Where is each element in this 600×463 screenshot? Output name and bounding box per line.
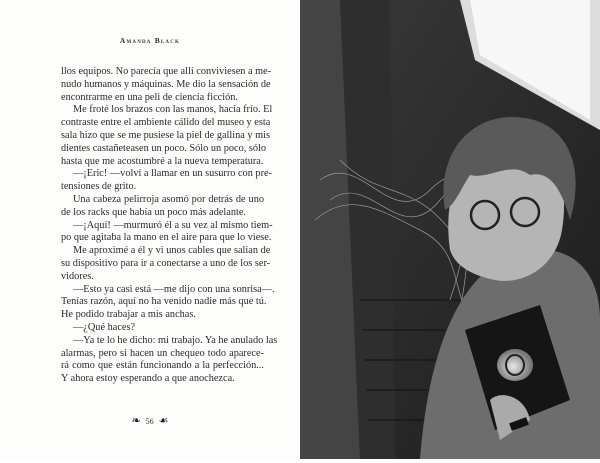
text-line: —¡Aquí! —murmuró él a su vez al mismo tiem- bbox=[73, 219, 273, 231]
text-line: hasta que me acostumbré a la nueva temperatura. bbox=[61, 155, 264, 167]
ornament-left-icon: ❧ bbox=[131, 415, 141, 427]
text-line: su dispositivo para ir a conectarse a uno de los ser- bbox=[61, 257, 271, 269]
tablet-logo-icon bbox=[497, 349, 533, 381]
text-line: encontrarme en una peli de ciencia ficción. bbox=[61, 91, 238, 103]
text-line: Me froté los brazos con las manos, hacía frío. El bbox=[73, 104, 273, 116]
text-line: Y ahora estoy esperando a que anochezca. bbox=[61, 373, 235, 385]
text-line: dientes castañeteasen un poco. Sólo un poco, sólo bbox=[61, 142, 267, 154]
text-line: Una cabeza pelirroja asomó por detrás de uno bbox=[73, 193, 264, 205]
text-line: —Esto ya casi está —me dijo con una sonrisa—. bbox=[73, 283, 275, 295]
text-line: po que agitaba la mano en el aire para que lo viese. bbox=[61, 232, 272, 244]
page-footer bbox=[0, 414, 300, 427]
text-line: rá como que están funcionando a la perfección... bbox=[61, 360, 264, 372]
left-page bbox=[0, 0, 300, 459]
text-line: sala hizo que se me pusiese la piel de gallina y mis bbox=[61, 129, 271, 141]
text-line: de los racks que había un poco más adelante. bbox=[61, 206, 246, 218]
text-line: —Ya te lo he dicho: mi trabajo. Ya he anulado las bbox=[73, 334, 278, 346]
page-number: 56 bbox=[145, 417, 154, 426]
text-line: nudo humanos y máquinas. Me dio la sensación de bbox=[61, 78, 271, 90]
running-header: Amanda Black bbox=[119, 36, 181, 45]
text-line: Tenías razón, aquí no ha venido nadie más que tú. bbox=[61, 296, 267, 308]
illustration-page bbox=[300, 0, 600, 459]
illustration-boy-with-tablet bbox=[300, 0, 600, 459]
text-line: Me aproximé a él y vi unos cables que salían de bbox=[73, 245, 271, 257]
text-line: —¿Qué haces? bbox=[73, 321, 136, 333]
text-line: tensiones de grito. bbox=[61, 181, 137, 193]
text-line: alarmas, pero si hacen un chequeo todo aparece- bbox=[61, 347, 264, 359]
text-line: —¡Eric! —volví a llamar en un susurro con pre- bbox=[73, 168, 273, 180]
text-line: vidores. bbox=[61, 270, 94, 282]
text-line: contraste entre el ambiente cálido del museo y esta bbox=[61, 117, 271, 129]
text-line: llos equipos. No parecía que allí conviviesen a me- bbox=[61, 66, 272, 77]
ornament-right-icon: ☙ bbox=[158, 415, 169, 427]
text-line: He podido trabajar a mis anchas. bbox=[61, 309, 196, 321]
body-text bbox=[61, 66, 278, 386]
